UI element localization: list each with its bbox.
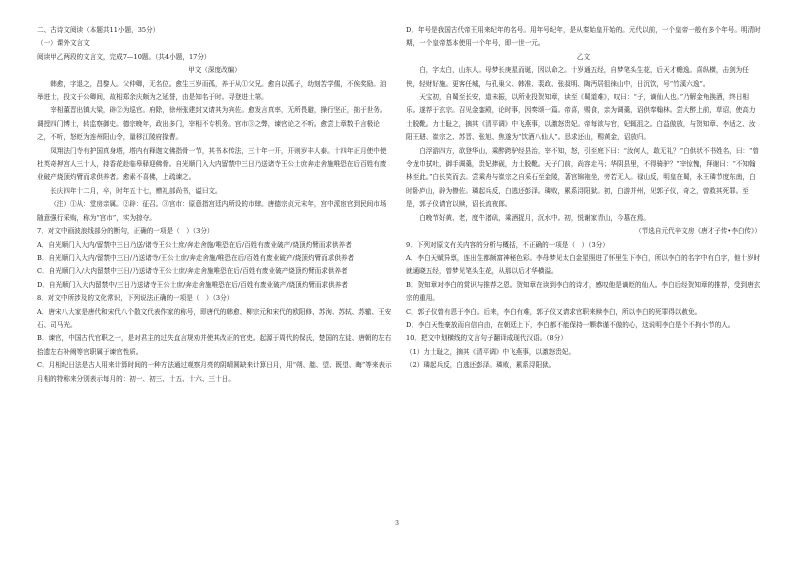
passage-b-paragraph: 白晚节好黄、老，度牛渚矶，乘酒捉月，沉水中。初，悦谢家青山，今墓在焉。 [419,213,650,222]
passage-a-paragraph: 凤翔法门寺有护国真身塔，塔内有释迦文佛指骨一节，其书本传法，三十年一开，开则岁丰人泰。十四年正月使中使杜英奇押宫人三十人，持香花赴临皋驿迎佛骨。自光顺门入大内留禁中三日乃送诸寺王公士庶奔走舍施唯恐在后百姓有废业破产烧顶灼臂而求供养者。愈素不喜佛，上疏谏之。 [37,146,387,182]
section-title: 二、古诗文阅读（本题共11小题，35分） [37,26,160,34]
passage-b-paragraph: 白浮游四方，欲登华山，乘醉跨驴经县治，宰不知，怒，引至庭下曰：“汝何人，敢无礼？”白供状不书姓名，曰：“曾令龙巾拭吐，御手调羹，贵妃捧砚，力士脱靴。天子门前，尚容走马；华阴县里，不得骑驴？”宰惊愧，拜谢曰：“不知翰林至此。”白长笑而去。尝乘舟与崔宗之自采石至金陵，著宫锦袍坐，旁若无人。禄山反，明皇在蜀，永王璘节度东南，白时卧庐山，辟为僚佐。璘起兵反，白逃还彭泽。璘败，累系浔阳狱。初，白游并州，见郭子仪，奇之，曾救其死罪。至是，郭子仪请官以赎，诏长流夜郎。 [406,146,759,209]
passage-a-paragraph: 长庆四年十二月，卒，时年五十七，赠礼部尚书，谥曰文。 [50,186,222,195]
q8-option-a: A．唐宋八大家是唐代和宋代八个散文代表作家的称号，即唐代的韩愈、柳宗元和宋代的欧阳修、苏洵、苏轼、苏辙、王安石、司马光。 [37,307,392,329]
page-number: 3 [395,520,399,527]
question-10: 10．把文中划横线的文言句子翻译成现代汉语。（8分） [406,334,567,343]
passage-a-note: （注）①从：堂房亲属。②辟：征召。③宫市：原意指宫廷内所设的市肆。唐德宗贞元末年，宫中派宦官到民间市场随意强行采购，称为“宫市”，实为掠夺。 [37,200,387,222]
passage-b-paragraph: 天宝初，自蜀至长安，道未振，以所业投贺知章，读至《蜀道难》，叹曰：“子，谪仙人也。”乃解金龟换酒，终日相乐。遂荐于玄宗。召见金銮殿，论时事，因奏颂一篇。帝喜，赐食，亲为调羹，诏供奉翰林。尝大醉上前，草诏，使高力士脱靴。力士耻之，摘其《清平调》中飞燕事，以激怒贵妃。帝每欲与官，妃辄沮之。白益傲放，与贺知章、李适之、汝阳王琎、崔宗之、苏晋、张旭、焦遂为“饮酒八仙人”。恳求还山，赐黄金，诏放归。 [406,93,756,142]
q7-option-d: D．自光顺门入大内留禁中/三日乃送诸寺王公士庶/奔走舍施唯恐在后/百姓有废业破产/烧顶灼臂而求供养者 [37,280,348,289]
q7-option-b: B．自光顺门入大内/留禁中三日/乃送诸寺/王公士庶/奔走舍施/唯恐在后/百姓有废业破产/烧顶灼臂而求供养者 [37,253,355,262]
passage-a-paragraph: 韩愈，字退之，昌黎人。父仲卿，无名位。愈生三岁而孤，养于从①父兄。愈自以孤子，幼刻苦学儒，不俟奖励。洎举进士，投文于公卿间，故相郑余庆颇为之延誉，由是知名于时。寻登进士第。 [37,79,387,102]
passage-a-title: 甲文（深度改编） [188,66,241,75]
passage-b-source: （节选自元代辛文房《唐才子传•李白传》） [635,227,761,236]
reading-instruction: 阅读甲乙两段的文言文，完成7—10题。（共4小题，17分） [37,52,211,61]
q10-item-2: （2）璘起兵反，白逃还彭泽。璘败，累系浔阳狱。 [406,361,556,370]
passage-a-paragraph: 宰相董晋出镇大梁，辟②为巡官。府除，徐州张建封又请其为宾佐。愈发言真率，无所畏避，操行坚正，拙于世务。调授四门博士，转监察御史。德宗晚年，政出多门，宰相不专机务。宫市③之弊，谏官论之不听。愈尝上章数千言极论之，不听，怒贬为连州阳山令，量移江陵府掾曹。 [37,106,387,142]
question-9: 9．下列对原文有关内容的分析与概括，不正确的一项是（ ）（3分） [406,240,609,249]
q7-option-c: C．自光顺门入/大内留禁中三日/乃送诸寺王公士庶/奔走舍施唯恐在后/百姓有废业破产烧顶灼臂而求供养者 [37,267,348,276]
q7-option-a: A．自光顺门入大内/留禁中三日乃送/诸寺王公士庶/奔走舍施/唯恐在后/百姓有废业破产/烧顶灼臂而求供养者 [37,240,352,249]
right-column [406,24,761,373]
left-column [37,24,392,386]
q9-option-c: C．郭子仪曾有恩于李白。后来，李白有难，郭子仪又请求官职来赎李白，所以李白的死罪得以赦免。 [406,307,702,316]
passage-b-paragraph: 白，字太白，山东人。母梦长庚星而诞，因以命之。十岁通五经，自梦笔头生花，后天才赡逸。喜纵横，击剑为任侠，轻财好施。更客任城，与孔巢父、韩准、裴政、张叔明、陶沔居徂徕山中，日沉饮，号“竹溪六逸”。 [406,66,749,88]
question-8: 8．对文中所涉及的文化常识，下列说法正确的一项是（ ）（3分） [37,294,234,303]
passage-b-title: 乙文 [576,52,591,61]
q10-item-1: （1）力士耻之，摘其《清平调》中飞燕事，以激怒贵妃。 [406,347,576,356]
subsection-title: （一）课外文言文 [37,39,90,48]
q8-option-c: C．月相纪日法是古人用来计算时间的一种方法通过观察月亮的阴晴圆缺来计算日月，用“朔、朏、望、既望、晦”等来表示月相的特称来分别表示每月的：初一、初三、十五、十六、三十日。 [37,361,392,383]
q9-option-d: D．李白天性豪放而自信自由，在朝廷上下，李白都不能保持一颗恭谨不傲的心，这说明李白是个不拘小节的人。 [406,320,735,329]
q9-option-b: B．贺知章对李白的赏识与推荐之恩。贺知章在读到李白的诗才，感叹他是谪贬的仙人。李白后经贺知章的推荐，受到唐玄宗的重用。 [406,280,761,303]
q8-option-b: B．谏官，中国古代官职之一，是对君主的过失直言规劝并使其改正的官吏。起源于周代的保氏，楚国的左徒、唐朝的左右拾遗左右补阙等官职属于谏官性质。 [37,334,392,356]
q8-option-d: D．年号是我国古代帝王用来纪年的名号。用年号纪年，是从秦始皇开始的。元代以前，一个皇帝一般有多个年号。明清时期，一个皇帝基本使用一个年号，即一世一元。 [406,26,761,48]
question-7: 7．对文中画波浪线部分的断句，正确的一项是（ ）（3分） [37,227,214,236]
q9-option-a: A．李白天赋异禀，连出生都颇富神秘色彩。李母梦见太白金星照进了怀里生下李白，所以李白的名字中有白字，他十岁时就通晓五经，曾梦见笔头生花，从那以后才华横溢。 [406,253,761,276]
